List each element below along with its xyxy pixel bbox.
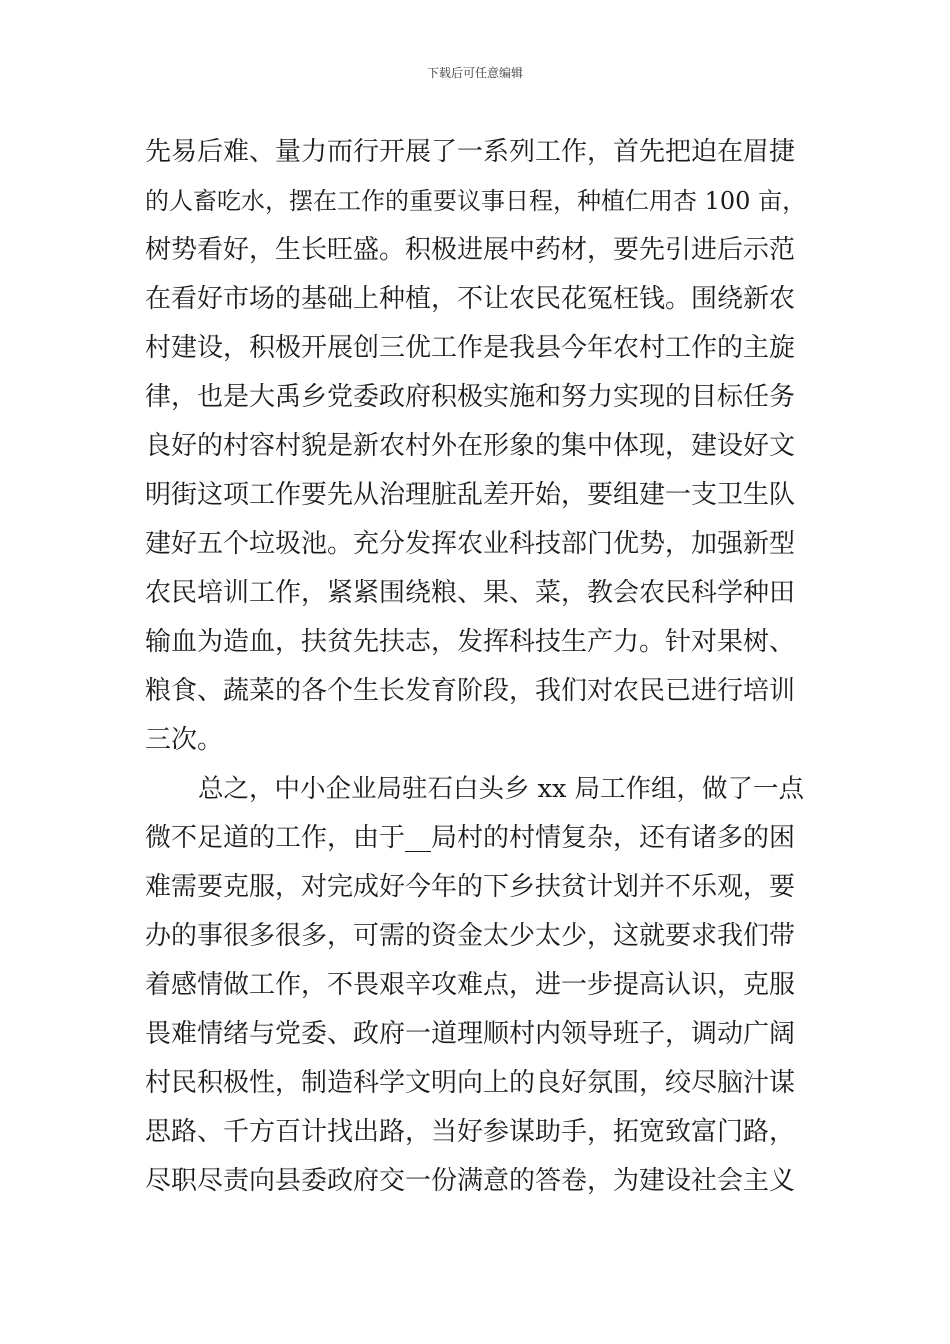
text-line: 微不足道的工作，由于__局村的村情复杂，还有诸多的困 [145,823,796,853]
text-line: 树势看好，生长旺盛。积极进展中药材，要先引进后示范 [145,235,796,265]
text-line: 的人畜吃水，摆在工作的重要议事日程，种植仁用杏 100 亩， [145,187,807,215]
paragraph-first-line: 总之，中小企业局驻石白头乡 xx 局工作组，做了一点 [198,774,804,804]
page-header: 下载后可任意编辑 [426,66,523,80]
text-line: 畏难情绪与党委、政府一道理顺村内领导班子，调动广阔 [145,1019,796,1049]
text-line: 明街这项工作要先从治理脏乱差开始，要组建一支卫生队 [145,480,796,510]
text-line: 难需要克服，对完成好今年的下乡扶贫计划并不乐观，要 [145,872,796,902]
text-line: 良好的村容村貌是新农村外在形象的集中体现，建设好文 [145,431,796,461]
text-line: 办的事很多很多，可需的资金太少太少，这就要求我们带 [145,921,796,951]
text-line: 先易后难、量力而行开展了一系列工作，首先把迫在眉捷 [145,137,796,167]
text-line: 村民积极性，制造科学文明向上的良好氛围，绞尽脑汁谋 [145,1068,796,1098]
text-line: 在看好市场的基础上种植，不让农民花冤枉钱。围绕新农 [145,284,796,314]
text-line: 着感情做工作，不畏艰辛攻难点，进一步提高认识，克服 [145,970,796,1000]
text-line: 粮食、蔬菜的各个生长发育阶段，我们对农民已进行培训 [145,676,796,706]
text-line: 建好五个垃圾池。充分发挥农业科技部门优势，加强新型 [145,529,796,559]
text-line: 农民培训工作，紧紧围绕粮、果、菜，教会农民科学种田 [145,578,796,608]
text-line: 思路、千方百计找出路，当好参谋助手，拓宽致富门路， [145,1117,796,1147]
text-line: 律，也是大禹乡党委政府积极实施和努力实现的目标任务 [145,382,796,412]
text-line: 村建设，积极开展创三优工作是我县今年农村工作的主旋 [145,333,796,363]
text-line: 三次。 [145,725,224,755]
text-line: 尽职尽责向县委政府交一份满意的答卷，为建设社会主义 [145,1166,796,1196]
text-line: 输血为造血，扶贫先扶志，发挥科技生产力。针对果树、 [145,627,796,657]
